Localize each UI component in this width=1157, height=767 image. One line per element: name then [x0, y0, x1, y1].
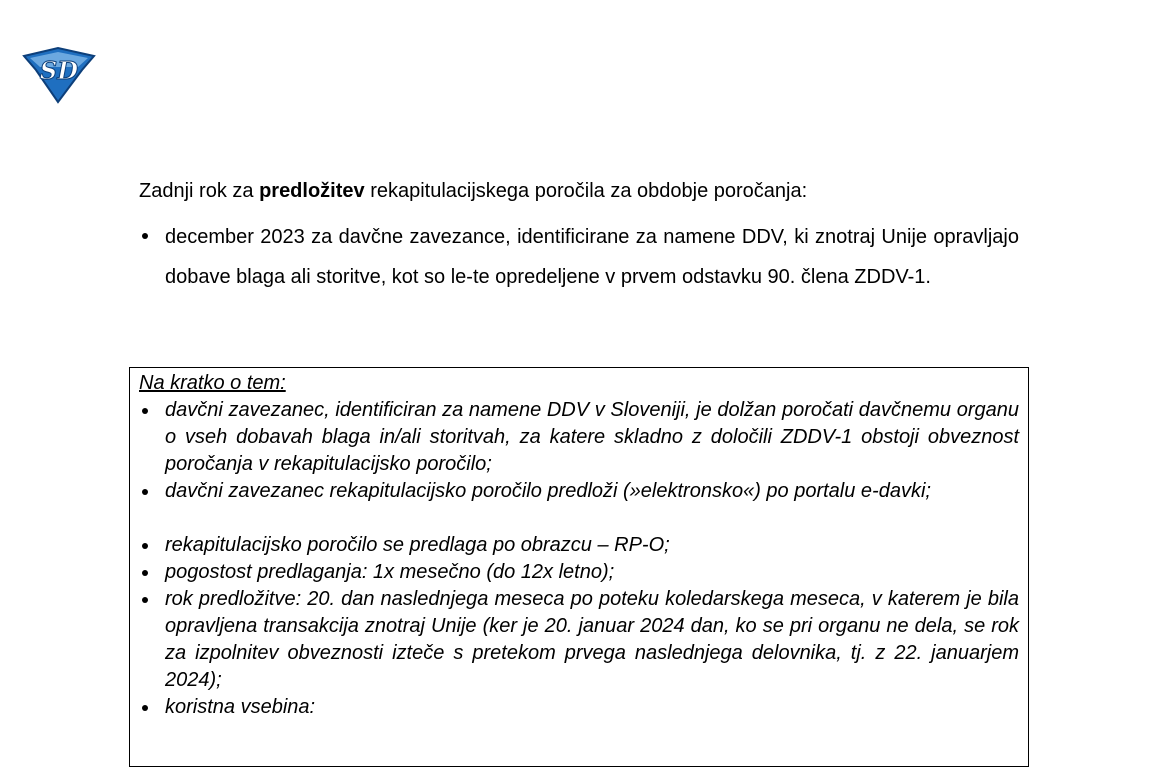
bullet-icon: [139, 694, 165, 721]
list-item-text: rok predložitve: 20. dan naslednjega meseca po poteku koledarskega meseca, v katerem je bila opravljena transakcija znotraj Unije (ker je 20. januar 2024 dan, ko se pri organu ne dela, se rok za izpolnitev obveznosti izteče s pretekom prvega naslednjega delovnika, tj. z 22. januarjem 2024);: [165, 588, 1019, 691]
summary-box-title: Na kratko o tem:: [139, 372, 286, 394]
list-item: [139, 478, 1019, 505]
bullet-icon: [139, 532, 165, 559]
list-item: [139, 217, 1019, 297]
list-item: [139, 532, 1019, 559]
list-item-text: pogostost predlaganja: 1x mesečno (do 12x letno);: [165, 561, 615, 583]
spacer: [139, 505, 1019, 532]
list-item: [139, 559, 1019, 586]
deadline-list: [139, 217, 1019, 297]
list-item: [139, 694, 1019, 721]
bullet-icon: [139, 586, 165, 694]
intro-paragraph: [139, 176, 1019, 206]
list-item-text: koristna vsebina:: [165, 696, 316, 718]
intro-text-end: rekapitulacijskega poročila za obdobje poročanja:: [364, 180, 808, 202]
list-item-text: december 2023 za davčne zavezance, identificirane za namene DDV, ki znotraj Unije opravljajo dobave blaga ali storitve, kot so le-te opredeljene v prvem odstavku 90. člena ZDDV-1.: [165, 226, 1019, 288]
company-logo: [20, 46, 98, 106]
list-item: [139, 586, 1019, 694]
bullet-icon: [139, 559, 165, 586]
bullet-icon: [139, 397, 165, 478]
summary-box: [129, 367, 1029, 767]
list-item-text: davčni zavezanec, identificiran za namene DDV v Sloveniji, je dolžan poročati davčnemu organu o vseh dobavah blaga in/ali storitvah, za katere skladno z določili ZDDV-1 obstoji obveznost poročanja v rekapitulacijsko poročilo;: [165, 399, 1019, 475]
logo-letters: SD: [39, 56, 79, 85]
intro-text-bold: predložitev: [259, 180, 365, 202]
intro-text-start: Zadnji rok za: [139, 180, 260, 202]
list-item: [139, 397, 1019, 478]
bullet-icon: [139, 478, 165, 505]
list-item-text: rekapitulacijsko poročilo se predlaga po obrazcu – RP-O;: [165, 534, 670, 556]
list-item-text: davčni zavezanec rekapitulacijsko poročilo predloži (»elektronsko«) po portalu e-davki;: [165, 480, 931, 502]
bullet-icon: [139, 217, 165, 297]
